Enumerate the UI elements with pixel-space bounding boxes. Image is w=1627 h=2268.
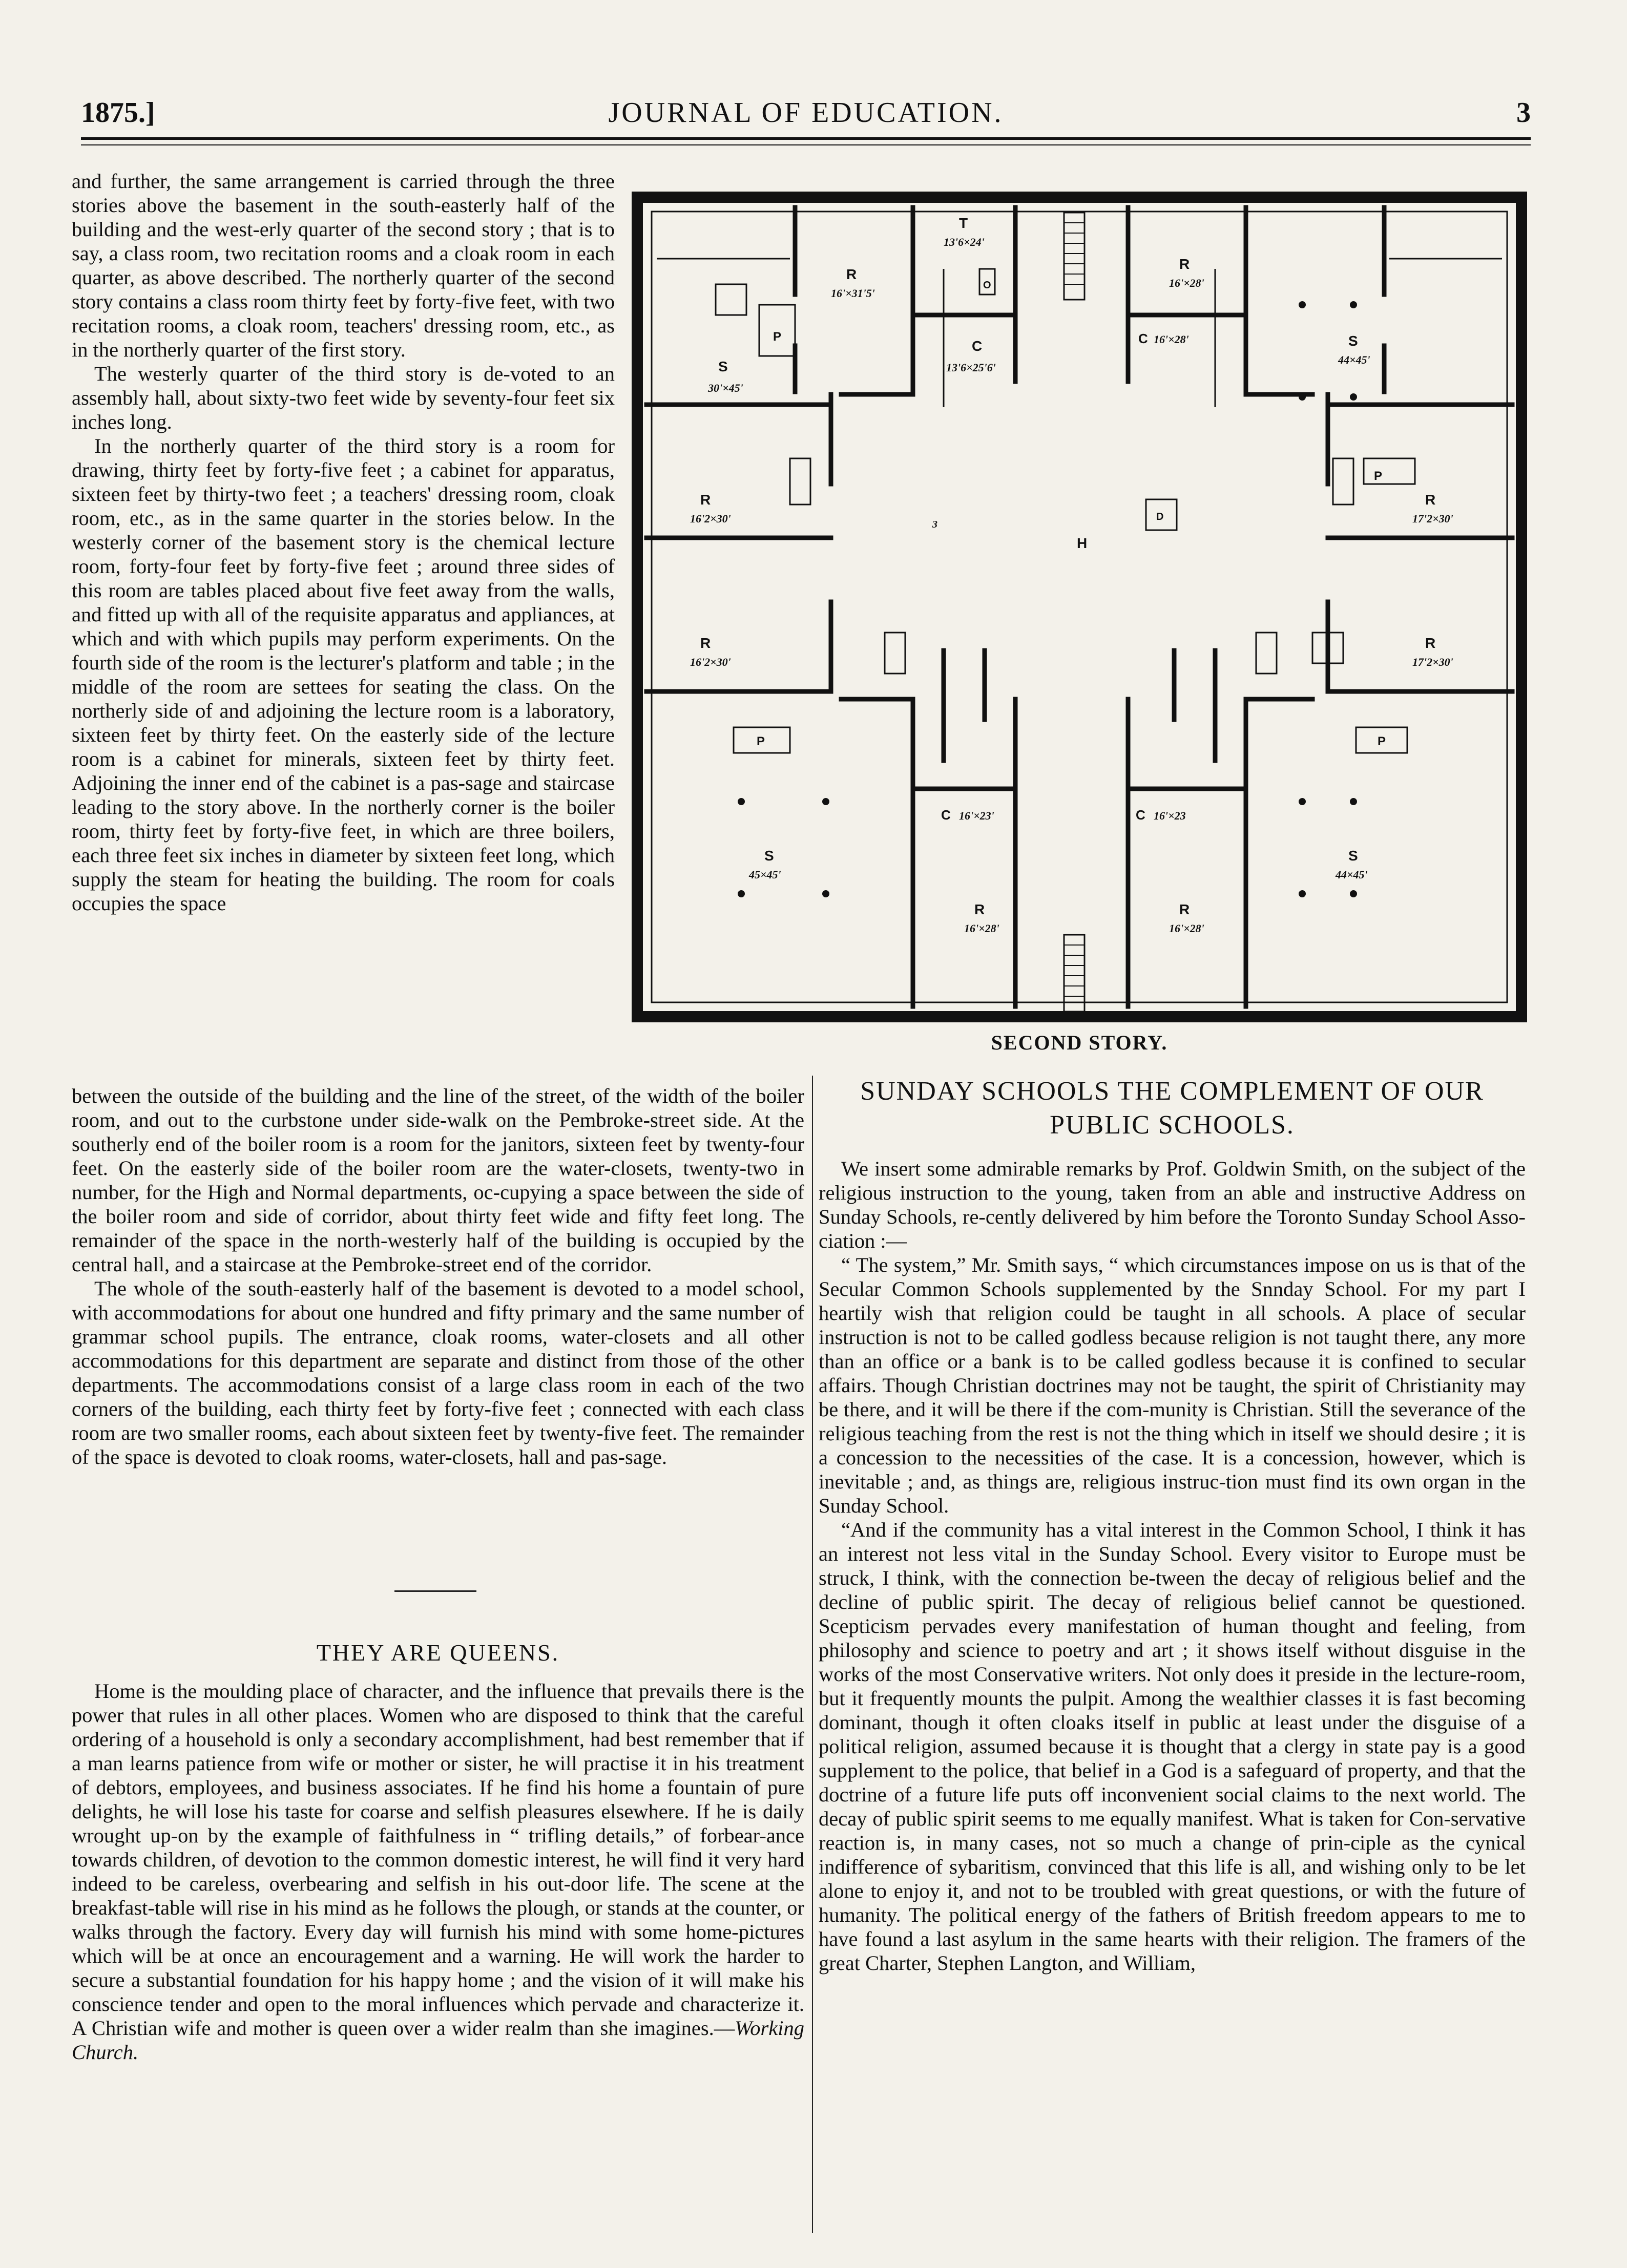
room-label: R — [1179, 256, 1190, 272]
sunday-article — [819, 1157, 1526, 1975]
room-dims: 16'2×30' — [690, 512, 731, 525]
column-rule — [812, 1076, 813, 2233]
queens-heading — [72, 1639, 804, 1666]
article-paragraph: The westerly quarter of the third story is de-voted to an assembly hall, about sixty-two feet wide by seventy-four feet six inches long. — [72, 362, 615, 433]
queens-title: THEY ARE QUEENS. — [316, 1640, 560, 1666]
room-dims: 17'2×30' — [1412, 512, 1453, 525]
room-dims: 13'6×25'6' — [946, 361, 996, 374]
room-label: R — [846, 266, 857, 282]
sunday-heading — [819, 1075, 1526, 1142]
plan-mark: D — [1156, 511, 1164, 522]
room-dims: 30'×45' — [708, 382, 743, 394]
page-number: 3 — [1516, 97, 1531, 129]
room-dims: 44×45' — [1338, 353, 1370, 366]
plan-mark: O — [983, 280, 991, 291]
sunday-title-line2: PUBLIC SCHOOLS. — [1050, 1110, 1295, 1140]
room-label: S — [1348, 848, 1358, 864]
sunday-title-line1: SUNDAY SCHOOLS THE COMPLEMENT OF OUR — [860, 1077, 1484, 1106]
room-dims: 13'6×24' — [944, 236, 985, 248]
queens-source: Working Church. — [72, 2017, 804, 2064]
basement-article-bottom — [72, 1084, 804, 1469]
room-label: P — [757, 734, 765, 748]
room-label: S — [1348, 333, 1358, 349]
article-paragraph: We insert some admirable remarks by Prof. Goldwin Smith, on the subject of the religious instruction to the young, taken from an able and instructive Address on Sunday Schools, re-cently delivered by him before the Toronto Sunday School Asso-ciation :— — [819, 1157, 1526, 1252]
page-header — [81, 86, 1531, 142]
room-label: P — [1374, 469, 1383, 483]
room-dims: 16'×31'5' — [831, 287, 875, 300]
header-rule-thick — [81, 137, 1531, 140]
queens-article — [72, 1679, 804, 2064]
room-label: R — [700, 492, 711, 508]
room-dims: 16'×28' — [1169, 922, 1204, 935]
room-dims: 16'×28' — [1169, 277, 1204, 289]
room-dims: 17'2×30' — [1412, 656, 1453, 668]
article-paragraph: The whole of the south-easterly half of the basement is devoted to a model school, with accommodations for about one hundred and fifty primary and the same number of grammar school pupils. The entrance, cloak rooms, water-closets and all other accommodations for this department are separate and distinct from those of the other departments. The accommodations consist of a large class room in each of the two corners of the building, each thirty feet by forty-five feet ; connected with each class room are two smaller rooms, each about sixteen feet by twenty-five feet. The remainder of the space is devoted to cloak rooms, water-closets, hall and pas-sage. — [72, 1277, 804, 1468]
room-dims: 16'×23' — [959, 809, 994, 822]
plan-mark: 3 — [932, 519, 937, 530]
article-paragraph: In the northerly quarter of the third story is a room for drawing, thirty feet by forty-five feet ; a cabinet for apparatus, sixteen feet by thirty-two feet ; a teachers' dressing room, cloak room, etc., as in the same quarter in the stories below. In the westerly corner of the basement story is the chemical lecture room, forty-four feet by forty-five feet ; around three sides of this room are tables placed about five feet away from the walls, and fitted up with all of the requisite apparatus and appliances, at which and with which pupils may perform experiments. On the fourth side of the room is the lecturer's platform and table ; in the middle of the room are settees for seating the class. On the northerly side of and adjoining the lecture room is a laboratory, sixteen feet by thirty feet. On the easterly side of the lecture room is a cabinet for minerals, sixteen feet by thirty feet. Adjoining the inner end of the cabinet is a pas-sage and staircase leading to the story above. In the northerly corner is the boiler room, thirty feet by forty-five feet, in which are three boilers, each three feet six inches in diameter by sixteen feet long, which supply the steam for heating the building. The room for coals occupies the space — [72, 434, 615, 915]
room-label: T — [959, 215, 968, 231]
queens-paragraph — [72, 1679, 804, 2064]
queens-body: Home is the moulding place of character, and the influence that prevails there is the power that rules in all other places. Women who are disposed to think that the careful ordering of a household is only a secondary accomplishment, had best remember that if a man learns patience from wife or mother or sister, he will practise it in his treatment of debtors, employees, and business associates. If he find his home a fountain of pure delights, he will lose his taste for coarse and selfish pleasures elsewhere. If he is daily wrought up-on by the example of faithfulness in “ trifling details,” of forbear-ance towards children, of devotion to the common domestic interest, he will find it very hard indeed to be careless, overbearing and selfish in his out-door life. The scene at the breakfast-table will rise in his mind as he follows the plough, or stands at the counter, or walks through the factory. Every day will furnish his mind with some home-pictures which will be at once an encouragement and a warning. He will work the harder to secure a substantial foundation for his happy home ; and the vision of it will make his conscience tender and open to the moral influences which pervade and characterize it. A Christian wife and mother is queen over a wider realm than she imagines.— — [72, 1679, 804, 2040]
article-paragraph: “ The system,” Mr. Smith says, “ which circumstances impose on us is that of the Secular Common Schools supplemented by the Snnday School. For my part I heartily wish that religion could be taught in all schools. A place of secular instruction is not to be called godless because religion is not taught there, any more than an office or a bank is to be called godless because it is confined to secular affairs. Though Christian doctrines may not be taught, the spirit of Christianity may be there, and it will be there if the com-munity is Christian. Still the severance of the religious teaching from the rest is not the thing which in itself we should desire ; it is a concession to the necessities of the case. It is a concession, however, which is inevitable ; and, as things are, religious instruc-tion must find its own organ in the Sunday School. — [819, 1253, 1526, 1517]
journal-title: JOURNAL OF EDUCATION. — [608, 97, 1004, 129]
room-dims: 16'×23 — [1154, 809, 1186, 822]
room-label: C — [1136, 807, 1145, 823]
floor-plan — [626, 187, 1533, 1032]
header-rule-thin — [81, 144, 1531, 145]
basement-article-top — [72, 169, 615, 915]
header-year: 1875.] — [81, 97, 155, 129]
room-label: R — [974, 901, 985, 917]
room-label: C — [1138, 331, 1148, 346]
room-label: R — [1425, 635, 1436, 651]
room-label: P — [773, 330, 782, 344]
room-dims: 45×45' — [749, 868, 781, 881]
room-dims: 16'×28' — [964, 922, 999, 935]
room-label: P — [1378, 734, 1386, 748]
room-label: R — [1425, 492, 1436, 508]
article-paragraph: between the outside of the building and the line of the street, of the width of the boiler room, and out to the curbstone under side-walk on the Pembroke-street side. At the southerly end of the boiler room is a room for the janitors, sixteen feet by twenty-four feet. On the easterly side of the boiler room are the water-closets, twenty-two in number, for the High and Normal departments, oc-cupying a space between the side of the boiler room and side of corridor, about thirty feet wide and fifty feet long. The remainder of the space in the north-westerly half of the building is occupied by the central hall, and a staircase at the Pembroke-street end of the corridor. — [72, 1084, 804, 1276]
article-paragraph: and further, the same arrangement is carried through the three stories above the basement in the south-easterly half of the building and the west-erly quarter of the second story ; that is to say, a class room, two recitation rooms and a cloak room in each quarter, as above described. The northerly quarter of the second story contains a class room thirty feet by forty-five feet, with two recitation rooms, a cloak room, teachers' dressing room, etc., as in the northerly quarter of the first story. — [72, 170, 615, 361]
room-label: R — [700, 635, 711, 651]
room-dims: 16'2×30' — [690, 656, 731, 668]
room-label: S — [764, 848, 774, 864]
room-label: H — [1077, 535, 1088, 551]
room-label: C — [941, 807, 951, 823]
room-dims: 44×45' — [1336, 868, 1368, 881]
room-label: C — [972, 338, 983, 354]
article-paragraph: “And if the community has a vital interest in the Common School, I think it has an interest not less vital in the Sunday School. Every visitor to Europe must be struck, I think, with the connection be-tween the decay of religious belief and the decline of public spirit. The decay of religious belief cannot be questioned. Scepticism pervades every manifestation of human thought and feeling, from philosophy and science to poetry and art ; it shows itself without disguise in the works of the most Conservative writers. Not only does it preside in the lecture-room, but it frequently mounts the pulpit. Among the wealthier classes it is fast becoming dominant, though it often cloaks itself in public at least under the disguise of a political religion, assumed because it is thought that a clergy in state pay is a good supplement to the police, that belief in a God is a safeguard of property, and that the doctrine of a future life puts off inconvenient social claims to the next world. The decay of public spirit seems to me equally manifest. What is taken for Con-servative reaction is, in many cases, not so much a change of prin-ciple as the cynical indifference of sybaritism, convinced that this life is all, and wishing only to be let alone to enjoy it, and not to be troubled with great questions, or with the future of humanity. The political energy of the fathers of British freedom appears to me to have found a last asylum in the same hearts with their religion. The framers of the great Charter, Stephen Langton, and William, — [819, 1518, 1526, 1975]
room-label: S — [718, 359, 728, 374]
room-label: R — [1179, 901, 1190, 917]
floor-plan-caption: SECOND STORY. — [991, 1031, 1168, 1054]
room-dims: 16'×28' — [1154, 333, 1189, 346]
section-divider — [394, 1590, 476, 1592]
